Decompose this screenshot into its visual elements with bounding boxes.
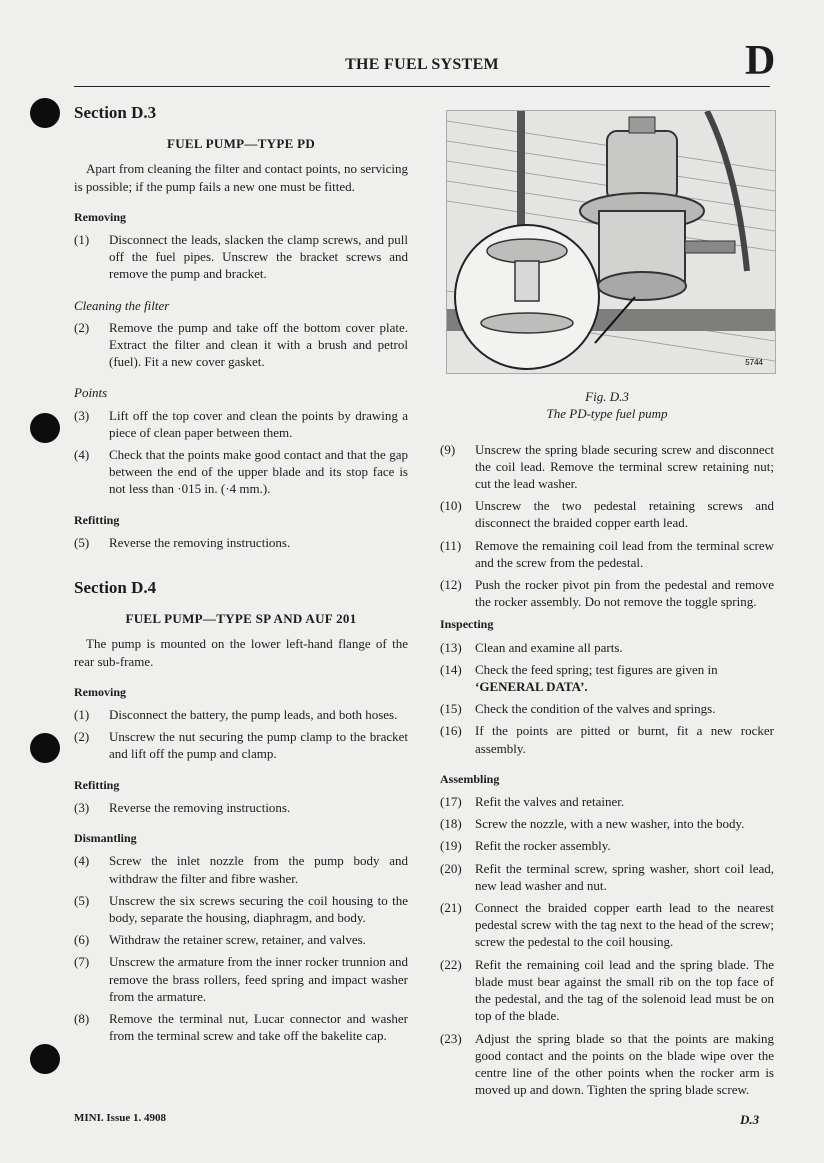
section-title: Section D.3: [74, 103, 157, 122]
binder-hole: [30, 98, 60, 128]
step-item: [74, 953, 408, 1005]
step-number: (3): [74, 799, 90, 815]
binder-hole: [30, 413, 60, 443]
step-item: [440, 899, 774, 951]
step-number: (10): [440, 498, 462, 514]
step-text: Connect the braided copper earth lead to the nearest pedestal screw with the tag next to the head of the screw; screw the pedestal to the coil housing.: [475, 900, 774, 950]
step-item: [440, 537, 774, 571]
page-header-title: THE FUEL SYSTEM: [345, 56, 499, 73]
step-number: (5): [74, 892, 90, 908]
step-text: Remove the pump and take off the bottom cover plate. Extract the filter and clean it with a brush and petrol (fuel). Fit a new cover gasket.: [109, 319, 408, 370]
subheading-refitting: Refitting: [74, 777, 120, 792]
step-number: (1): [74, 707, 90, 723]
step-item: [440, 956, 774, 1025]
step-number: (3): [74, 407, 90, 423]
general-data-ref: ‘GENERAL DATA’.: [475, 679, 588, 695]
header-divider: [74, 86, 770, 87]
step-item: [440, 722, 774, 756]
step-number: (21): [440, 900, 462, 916]
footer-issue-info: MINI. Issue 1. 4908: [74, 1112, 166, 1124]
binder-hole: [30, 1044, 60, 1074]
step-text: Unscrew the armature from the inner rocker trunnion and remove the brass rollers, feed spring and impact washer from the armature.: [109, 954, 408, 1004]
step-text: Unscrew the spring blade securing screw and disconnect the coil lead. Remove the terminal screw retaining nut; cut the lead washer.: [475, 441, 774, 492]
step-text: Refit the remaining coil lead and the spring blade. The blade must bear against the small rib on the top face of the pedestal, and the tag of the solenoid lead must be on top of the blade.: [475, 956, 774, 1024]
step-item: [74, 728, 408, 762]
step-number: (4): [74, 447, 90, 463]
footer-page-number: D.3: [740, 1112, 760, 1127]
subheading-removing: Removing: [74, 684, 126, 699]
subheading-assembling: Assembling: [440, 771, 500, 786]
step-number: (17): [440, 794, 462, 810]
left-column: [74, 96, 408, 1049]
step-item: [74, 446, 408, 498]
step-number: (19): [440, 838, 462, 854]
step-item: [440, 576, 774, 610]
step-text: Remove the remaining coil lead from the terminal screw and the screw from the pedestal.: [475, 537, 774, 570]
step-item: [440, 661, 774, 695]
subheading-removing: Removing: [74, 209, 126, 224]
step-text: Screw the nozzle, with a new washer, into the body.: [475, 816, 745, 832]
inset-filter: [515, 261, 539, 301]
step-number: (9): [440, 441, 456, 457]
step-text: Reverse the removing instructions.: [109, 799, 291, 815]
step-item: [440, 497, 774, 531]
step-text: Check the feed spring; test figures are given in: [475, 661, 718, 677]
right-column: [440, 96, 774, 1103]
binder-hole: [30, 733, 60, 763]
step-number: (1): [74, 232, 90, 248]
step-item: [74, 892, 408, 926]
step-item: [440, 793, 774, 810]
step-item: [74, 231, 408, 283]
intro-paragraph: Apart from cleaning the filter and contact points, no servicing is possible; if the pump fails a new one must be fitted.: [74, 161, 408, 194]
step-item: [440, 837, 774, 854]
subheading-cleaning-filter: Cleaning the filter: [74, 297, 170, 313]
step-number: (11): [440, 537, 462, 553]
subheading-dismantling: Dismantling: [74, 831, 137, 846]
step-number: (2): [74, 729, 90, 745]
step-item: [74, 931, 408, 948]
step-number: (13): [440, 639, 462, 655]
step-number: (6): [74, 932, 90, 948]
step-number: (20): [440, 860, 462, 876]
inset-cover-top: [487, 239, 567, 263]
step-number: (22): [440, 956, 462, 972]
step-item: [440, 639, 774, 656]
step-text: Adjust the spring blade so that the points are making good contact and the points on the blade wipe over the centre line of the other points when the rocker arm is moved up and down. Tighten the spring blade screw.: [475, 1030, 774, 1098]
subheading-points: Points: [74, 385, 108, 401]
step-item: [440, 815, 774, 832]
section-subtitle: FUEL PUMP—TYPE SP AND AUF 201: [125, 611, 357, 627]
step-text: Unscrew the six screws securing the coil housing to the body, separate the housing, diaphragm, and body.: [109, 892, 408, 925]
step-item: [440, 860, 774, 894]
figure-caption: The PD-type fuel pump: [546, 406, 668, 422]
step-item: [440, 700, 774, 717]
step-text: Refit the valves and retainer.: [475, 794, 625, 810]
step-item: [440, 441, 774, 493]
step-text: Disconnect the battery, the pump leads, and both hoses.: [109, 707, 398, 723]
coil-housing: [607, 131, 677, 201]
section-title: Section D.4: [74, 578, 157, 598]
step-text: Disconnect the leads, slacken the clamp screws, and pull off the fuel pipes. Unscrew the bracket screws and remove the pump and bracket.: [109, 232, 408, 282]
step-text: If the points are pitted or burnt, fit a new rocker assembly.: [475, 723, 774, 756]
step-text: Push the rocker pivot pin from the pedestal and remove the rocker assembly. Do not remove the toggle spring.: [475, 577, 774, 610]
step-item: [440, 1030, 774, 1099]
step-number: (7): [74, 954, 90, 970]
step-number: (2): [74, 319, 90, 335]
step-text: Reverse the removing instructions.: [109, 534, 291, 550]
step-text: Check the condition of the valves and springs.: [475, 701, 716, 717]
figure-number: 5744: [745, 358, 763, 367]
step-number: (14): [440, 661, 462, 677]
fuel-pipe: [517, 111, 525, 241]
step-number: (18): [440, 816, 462, 832]
step-item: [74, 407, 408, 441]
step-text: Unscrew the two pedestal retaining screws and disconnect the braided copper earth lead.: [475, 498, 774, 531]
step-number: (5): [74, 534, 90, 550]
step-item: [74, 534, 408, 551]
section-subtitle: FUEL PUMP—TYPE PD: [166, 136, 316, 152]
step-text: Remove the terminal nut, Lucar connector and washer from the terminal screw and take off the bakelite cap.: [109, 1010, 408, 1044]
step-text: Lift off the top cover and clean the points by drawing a piece of clean paper between them.: [109, 407, 408, 440]
step-text: Unscrew the nut securing the pump clamp to the bracket and lift off the pump and clamp.: [109, 729, 408, 762]
step-text: Withdraw the retainer screw, retainer, and valves.: [109, 932, 366, 948]
step-number: (8): [74, 1010, 90, 1026]
inset-cover-plate: [481, 313, 573, 333]
figure-label: Fig. D.3: [585, 389, 629, 405]
subheading-inspecting: Inspecting: [440, 617, 494, 632]
chapter-letter: D: [745, 38, 776, 84]
terminal-cap: [629, 117, 655, 133]
step-item: [74, 852, 408, 886]
step-number: (23): [440, 1030, 462, 1046]
outlet-nozzle: [685, 241, 735, 253]
step-text: Refit the rocker assembly.: [475, 838, 611, 854]
pump-body: [599, 211, 685, 281]
step-text: Clean and examine all parts.: [475, 639, 623, 655]
step-item: [74, 319, 408, 371]
step-text-block: [475, 661, 774, 695]
step-number: (16): [440, 723, 462, 739]
bottom-cover-plate: [598, 272, 686, 300]
step-text: Check that the points make good contact and that the gap between the end of the upper blade and its stop face is not less than ·015 in. (·4 mm.).: [109, 447, 408, 497]
intro-paragraph: The pump is mounted on the lower left-hand flange of the rear sub-frame.: [74, 636, 408, 669]
step-text: Refit the terminal screw, spring washer, short coil lead, new lead washer and nut.: [475, 860, 774, 893]
fuel-pump-illustration: [446, 110, 776, 374]
step-item: [74, 1010, 408, 1044]
step-item: [74, 799, 408, 816]
step-item: [74, 706, 408, 723]
subheading-refitting: Refitting: [74, 512, 120, 527]
step-number: (4): [74, 853, 90, 869]
step-text: Screw the inlet nozzle from the pump body and withdraw the filter and fibre washer.: [109, 853, 408, 886]
step-number: (15): [440, 701, 462, 717]
step-number: (12): [440, 577, 462, 593]
